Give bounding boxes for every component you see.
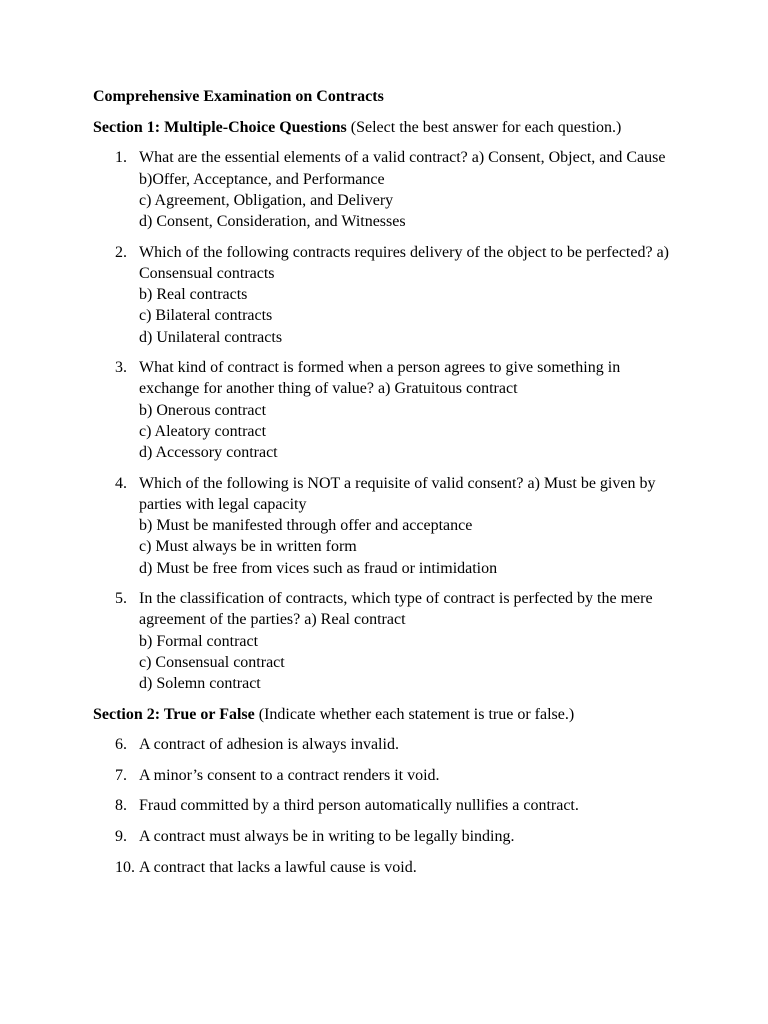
question-text: Which of the following contracts requires delivery of the object to be perfected? a) Consensual contracts	[139, 243, 669, 282]
answer-option-c: c) Consensual contract	[139, 653, 285, 671]
statement-text: Fraud committed by a third person automatically nullifies a contract.	[139, 797, 579, 815]
answer-option-c: c) Agreement, Obligation, and Delivery	[139, 191, 394, 209]
true-false-list	[93, 734, 683, 878]
answer-option-b: b)Offer, Acceptance, and Performance	[139, 170, 385, 188]
document-title: Comprehensive Examination on Contracts	[93, 88, 384, 105]
question-4	[93, 473, 683, 579]
statement-10	[93, 857, 683, 878]
statement-8	[93, 795, 683, 816]
section-1-instruction: (Select the best answer for each question.)	[346, 119, 622, 137]
answer-option-d: d) Consent, Consideration, and Witnesses	[139, 213, 406, 231]
question-text: Which of the following is NOT a requisite of valid consent? a) Must be given by parties with legal capacity	[139, 474, 656, 513]
section-1-heading: Section 1: Multiple-Choice Questions	[93, 119, 347, 137]
section-2-instruction: (Indicate whether each statement is true or false.)	[254, 705, 575, 723]
answer-option-c: c) Bilateral contracts	[139, 307, 273, 325]
answer-option-d: d) Accessory contract	[139, 444, 278, 462]
question-text: In the classification of contracts, which type of contract is perfected by the mere agreement of the parties? a) Real contract	[139, 590, 653, 629]
answer-option-b: b) Real contracts	[139, 286, 248, 304]
statement-number: 9.	[115, 828, 127, 846]
statement-number: 10.	[115, 858, 135, 876]
statement-text: A minor’s consent to a contract renders it void.	[139, 766, 440, 784]
question-3	[93, 357, 683, 463]
section-1-header	[93, 117, 683, 138]
question-number: 1.	[115, 149, 127, 167]
question-number: 2.	[115, 243, 127, 261]
statement-text: A contract that lacks a lawful cause is void.	[139, 858, 417, 876]
answer-option-d: d) Unilateral contracts	[139, 328, 283, 346]
question-number: 4.	[115, 474, 127, 492]
statement-number: 7.	[115, 766, 127, 784]
answer-option-b: b) Formal contract	[139, 632, 259, 650]
document-page	[93, 86, 683, 888]
statement-text: A contract must always be in writing to be legally binding.	[139, 828, 515, 846]
statement-text: A contract of adhesion is always invalid.	[139, 735, 399, 753]
question-number: 5.	[115, 590, 127, 608]
answer-option-d: d) Must be free from vices such as fraud or intimidation	[139, 559, 498, 577]
section-2-header	[93, 704, 683, 725]
statement-7	[93, 765, 683, 786]
statement-6	[93, 734, 683, 755]
question-number: 3.	[115, 359, 127, 377]
answer-option-b: b) Onerous contract	[139, 401, 267, 419]
question-1	[93, 147, 683, 232]
answer-option-b: b) Must be manifested through offer and acceptance	[139, 517, 473, 535]
statement-number: 6.	[115, 735, 127, 753]
statement-9	[93, 826, 683, 847]
multiple-choice-list	[93, 147, 683, 694]
statement-number: 8.	[115, 797, 127, 815]
answer-option-d: d) Solemn contract	[139, 675, 261, 693]
answer-option-c: c) Must always be in written form	[139, 538, 357, 556]
question-2	[93, 242, 683, 348]
section-2-heading: Section 2: True or False	[93, 705, 255, 723]
question-5	[93, 588, 683, 694]
question-text: What kind of contract is formed when a person agrees to give something in exchange for another thing of value? a) Gratuitous contract	[139, 359, 621, 398]
answer-option-c: c) Aleatory contract	[139, 422, 267, 440]
question-text: What are the essential elements of a valid contract? a) Consent, Object, and Cause	[139, 149, 666, 167]
